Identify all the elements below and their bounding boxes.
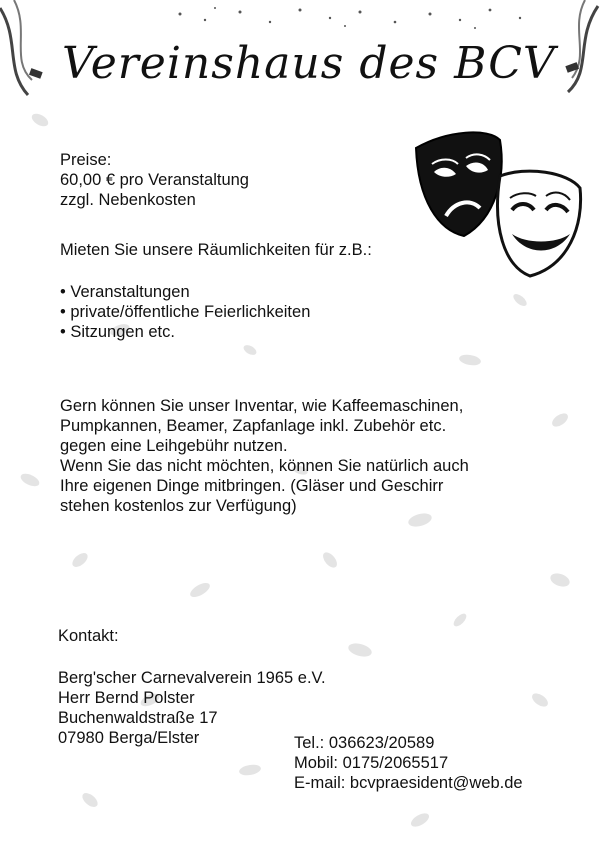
list-item: • Sitzungen etc. xyxy=(60,322,310,342)
list-item: • private/öffentliche Feierlichkeiten xyxy=(60,302,310,322)
inventory-paragraph xyxy=(60,396,469,516)
contact-street: Buchenwaldstraße 17 xyxy=(58,709,218,727)
contact-email: E-mail: bcvpraesident@web.de xyxy=(294,774,523,792)
price-amount: 60,00 € pro Veranstaltung xyxy=(60,171,249,189)
inventory-line: Gern können Sie unser Inventar, wie Kaffeemaschinen, xyxy=(60,397,464,415)
contact-heading: Kontakt: xyxy=(58,627,119,645)
inventory-line: Pumpkannen, Beamer, Zapfanlage inkl. Zubehör etc. xyxy=(60,417,447,435)
inventory-line: Ihre eigenen Dinge mitbringen. (Gläser und Geschirr xyxy=(60,477,444,495)
price-extra: zzgl. Nebenkosten xyxy=(60,191,196,209)
inventory-line: Wenn Sie das nicht möchten, können Sie natürlich auch xyxy=(60,457,469,475)
rent-list xyxy=(60,282,310,342)
page-title: Vereinshaus des BCV xyxy=(62,38,556,89)
contact-city: 07980 Berga/Elster xyxy=(58,729,200,747)
inventory-line: gegen eine Leihgebühr nutzen. xyxy=(60,437,288,455)
prices-heading: Preise: xyxy=(60,151,112,169)
inventory-line: stehen kostenlos zur Verfügung) xyxy=(60,497,297,515)
prices-section xyxy=(60,150,249,210)
contact-address xyxy=(58,668,326,748)
list-item: • Veranstaltungen xyxy=(60,282,310,302)
contact-org: Berg'scher Carnevalverein 1965 e.V. xyxy=(58,669,326,687)
theater-masks-icon xyxy=(408,126,588,286)
rent-intro: Mieten Sie unsere Räumlichkeiten für z.B.: xyxy=(60,241,372,259)
contact-mobile: Mobil: 0175/2065517 xyxy=(294,754,449,772)
contact-person: Herr Bernd Polster xyxy=(58,689,195,707)
contact-tel: Tel.: 036623/20589 xyxy=(294,734,435,752)
contact-phones xyxy=(294,733,523,793)
